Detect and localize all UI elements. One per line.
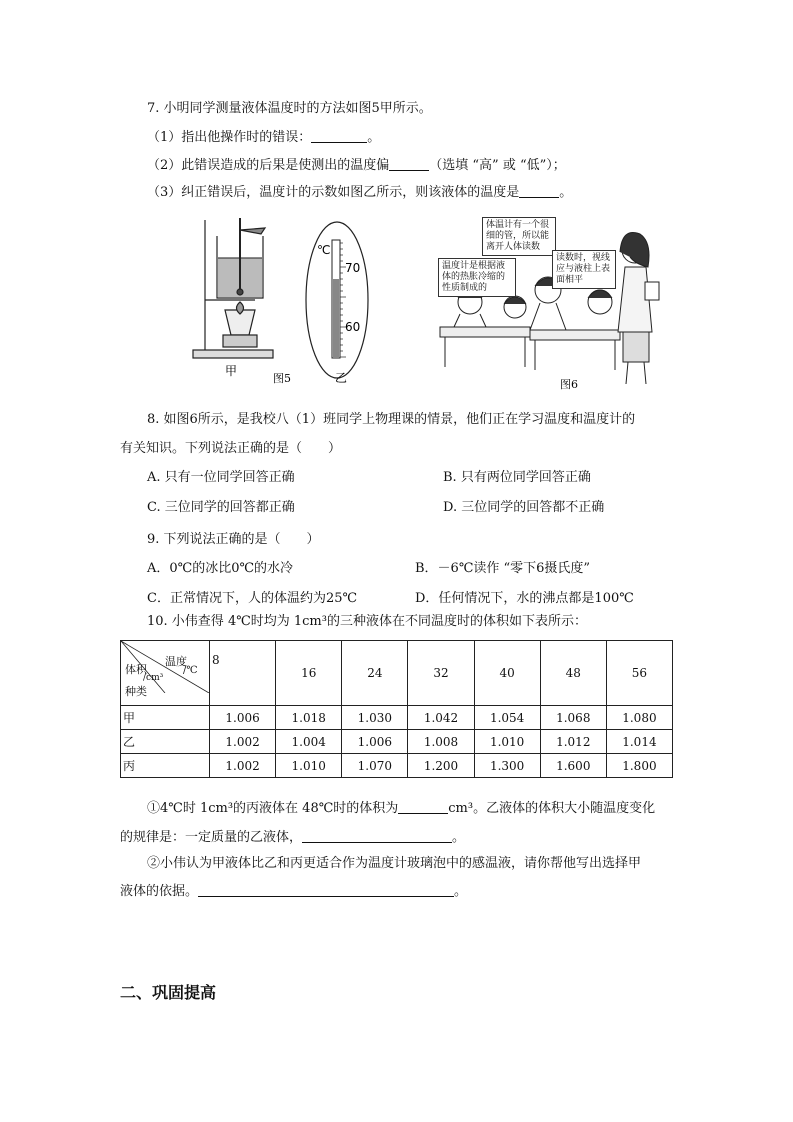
- table-cell: 1.800: [606, 754, 672, 778]
- table-row: [121, 730, 673, 754]
- table-row: [121, 706, 673, 730]
- answer-blank[interactable]: [398, 801, 448, 814]
- table-cell: 1.002: [210, 730, 276, 754]
- thermometer-illustration: [306, 222, 368, 378]
- q7-stem: 7. 小明同学测量液体温度时的方法如图5甲所示。: [147, 101, 432, 116]
- q10-sub2-line2: 液体的依据。 。: [120, 884, 468, 899]
- temp-header-cell: 56: [606, 641, 672, 706]
- table-cell: 1.068: [540, 706, 606, 730]
- table-cell: 1.018: [276, 706, 342, 730]
- answer-blank[interactable]: [389, 158, 429, 171]
- q9-option-d[interactable]: D．任何情况下，水的沸点都是100℃: [415, 591, 634, 606]
- table-cell: 1.006: [210, 706, 276, 730]
- liquid-volume-table: [120, 640, 673, 778]
- q8-option-b[interactable]: B. 只有两位同学回答正确: [443, 470, 591, 485]
- table-cell: 1.070: [342, 754, 408, 778]
- q8-option-c[interactable]: C. 三位同学的回答都正确: [147, 500, 295, 515]
- table-cell: 1.080: [606, 706, 672, 730]
- temp-header-cell: 40: [474, 641, 540, 706]
- row-label: 乙: [121, 730, 210, 754]
- table-cell: 1.014: [606, 730, 672, 754]
- q9-option-b[interactable]: B．－6℃读作 “零下6摄氏度”: [415, 561, 591, 576]
- table-cell: 1.002: [210, 754, 276, 778]
- iron-stand-illustration: [193, 218, 273, 358]
- q8-option-a[interactable]: A. 只有一位同学回答正确: [147, 470, 295, 485]
- row-label: 丙: [121, 754, 210, 778]
- unit-label: ℃: [317, 243, 331, 257]
- table-cell: 1.008: [408, 730, 474, 754]
- table-cell: 1.600: [540, 754, 606, 778]
- q9-option-a[interactable]: A．0℃的冰比0℃的水冷: [147, 561, 294, 576]
- table-corner-header: [121, 641, 210, 706]
- label-jia: 甲: [225, 364, 238, 378]
- q8-stem-line2: 有关知识。下列说法正确的是（ ）: [120, 441, 342, 456]
- q10-sub1-line2: 的规律是：一定质量的乙液体， 。: [120, 830, 466, 845]
- figure-6-caption: 图6: [560, 378, 578, 391]
- temp-header-cell: 24: [342, 641, 408, 706]
- label-yi: 乙: [335, 371, 348, 385]
- q10-sub1-line1: ①4℃时 1cm³的丙液体在 48℃时的体积为 cm³。乙液体的体积大小随温度变化: [147, 801, 656, 816]
- speech-bubble-3: 读数时，视线应与液柱上表面相平: [552, 250, 616, 289]
- temp-header-cell: 8: [210, 641, 276, 706]
- table-cell: 1.006: [342, 730, 408, 754]
- speech-bubble-1: 体温计有一个很细的管，所以能离开人体读数: [482, 217, 556, 256]
- table-cell: 1.030: [342, 706, 408, 730]
- section-heading: 二、巩固提高: [120, 983, 217, 1002]
- liquid-column: [333, 279, 339, 358]
- temp-header-cell: 16: [276, 641, 342, 706]
- table-cell: 1.200: [408, 754, 474, 778]
- table-cell: 1.010: [276, 754, 342, 778]
- header-temp: 温度: [165, 655, 187, 668]
- q7-part1: （1）指出他操作时的错误： 。: [147, 130, 381, 145]
- table-row: [121, 754, 673, 778]
- table-cell: 1.004: [276, 730, 342, 754]
- figure-5: [185, 210, 385, 390]
- q7-part3: （3）纠正错误后，温度计的示数如图乙所示，则该液体的温度是 。: [147, 185, 573, 200]
- answer-blank[interactable]: [302, 830, 452, 843]
- table-cell: 1.012: [540, 730, 606, 754]
- table-cell: 1.042: [408, 706, 474, 730]
- header-vol: 体积: [125, 663, 147, 676]
- q7-part2: （2）此错误造成的后果是使测出的温度偏 （选填 “高” 或 “低”）；: [147, 158, 566, 173]
- answer-blank[interactable]: [311, 130, 367, 143]
- table-cell: 1.054: [474, 706, 540, 730]
- figure-5-caption: 图5: [273, 372, 291, 385]
- speech-bubble-2: 温度计是根据液体的热胀冷缩的性质制成的: [438, 258, 516, 297]
- row-label: 甲: [121, 706, 210, 730]
- table-cell: 1.300: [474, 754, 540, 778]
- answer-blank[interactable]: [519, 185, 559, 198]
- q9-option-c[interactable]: C．正常情况下，人的体温约为25℃: [147, 591, 358, 606]
- header-temp-unit: /℃: [183, 665, 198, 676]
- temp-header-cell: 32: [408, 641, 474, 706]
- q10-sub2-line1: ②小伟认为甲液体比乙和丙更适合作为温度计玻璃泡中的感温液，请你帮他写出选择甲: [147, 856, 642, 871]
- temp-header-cell: 48: [540, 641, 606, 706]
- header-vol-unit: /cm³: [143, 673, 164, 683]
- table-cell: 1.010: [474, 730, 540, 754]
- answer-blank[interactable]: [198, 884, 454, 897]
- header-kind: 种类: [125, 685, 147, 698]
- q9-stem: 9. 下列说法正确的是（ ）: [147, 532, 320, 547]
- q8-option-d[interactable]: D. 三位同学的回答都不正确: [443, 500, 605, 515]
- tick-label-70: 70: [345, 261, 361, 275]
- q8-stem-line1: 8. 如图6所示，是我校八（1）班同学上物理课的情景，他们正在学习温度和温度计的: [147, 412, 636, 427]
- tick-label-60: 60: [345, 320, 361, 334]
- q10-stem: 10. 小伟查得 4℃时均为 1cm³的三种液体在不同温度时的体积如下表所示：: [147, 614, 587, 629]
